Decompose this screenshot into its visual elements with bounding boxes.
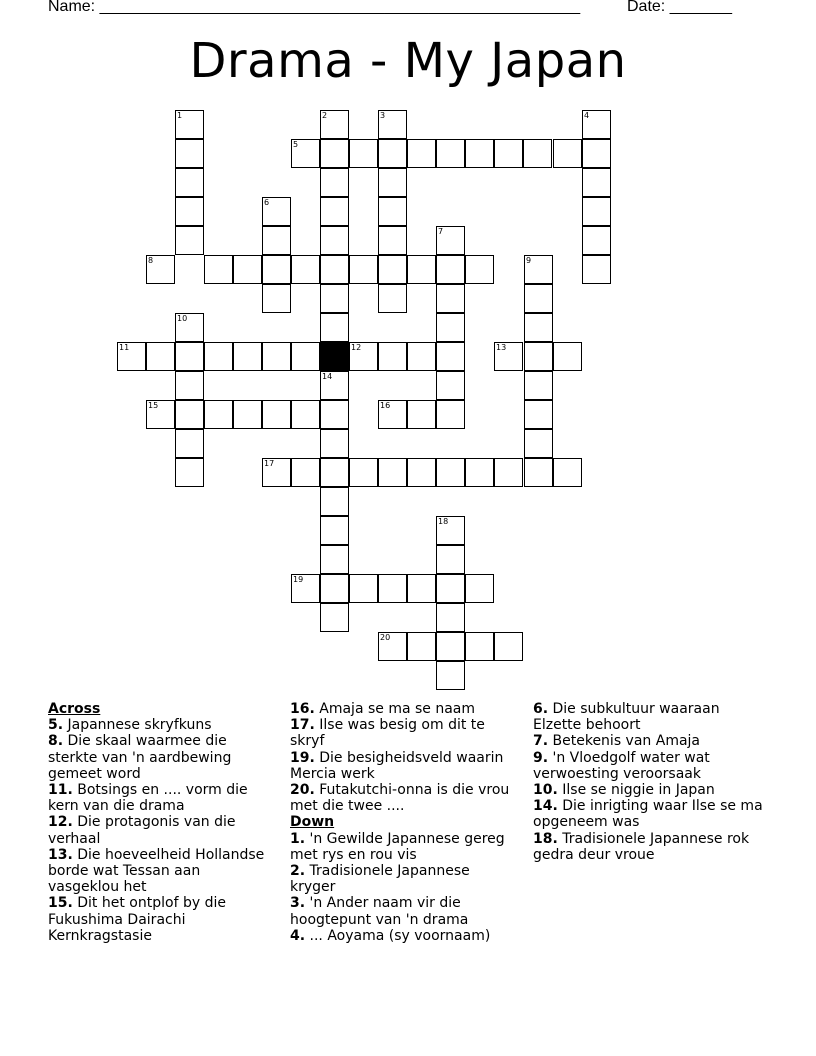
clue-item-number: 15. [48, 895, 73, 912]
grid-cell [407, 342, 436, 371]
clue-item [48, 717, 268, 733]
clue-item [533, 701, 769, 733]
clue-item-text: Betekenis van Amaja [548, 733, 701, 750]
across-clue-list-continued [290, 701, 515, 814]
grid-cell [436, 661, 465, 690]
grid-cell [407, 632, 436, 661]
clue-item [48, 733, 268, 782]
clue-item-number: 2. [290, 863, 306, 880]
grid-cell [378, 255, 407, 284]
clue-item-text: Dit het ontplof by die Fukushima Dairachi Kernkragstasie [48, 895, 226, 944]
clue-number: 13 [496, 343, 507, 352]
clue-item-text: 'n Gewilde Japannese gereg met rys en rou vis [290, 830, 505, 863]
clue-number: 15 [148, 401, 159, 410]
grid-cell [378, 342, 407, 371]
down-heading: Down [290, 814, 335, 831]
clue-item-text: Japannese skryfkuns [63, 717, 212, 734]
clue-number: 3 [380, 111, 386, 120]
clue-number: 8 [148, 256, 154, 265]
clue-number: 18 [438, 517, 449, 526]
grid-cell [407, 574, 436, 603]
grid-cell [553, 342, 582, 371]
clue-item-number: 12. [48, 814, 73, 831]
clue-number: 4 [584, 111, 590, 120]
grid-cell [378, 197, 407, 226]
clue-item-text: Ilse was besig om dit te skryf [290, 717, 485, 750]
clue-item-number: 8. [48, 733, 64, 750]
grid-cell [582, 226, 611, 255]
page-title: Drama - My Japan [189, 33, 627, 89]
grid-cell [494, 458, 523, 487]
grid-cell [320, 400, 349, 429]
grid-cell [407, 458, 436, 487]
grid-cell [465, 458, 494, 487]
grid-cell [436, 371, 465, 400]
grid-cell [320, 226, 349, 255]
clue-number: 6 [264, 198, 270, 207]
grid-cell-blocked [320, 342, 349, 371]
clue-item-number: 18. [533, 830, 558, 847]
clue-item-text: 'n Ander naam vir die hoogtepunt van 'n drama [290, 895, 469, 928]
clue-number: 2 [322, 111, 328, 120]
grid-cell [262, 400, 291, 429]
clue-item-number: 5. [48, 717, 64, 734]
clue-number: 16 [380, 401, 391, 410]
grid-cell [291, 458, 320, 487]
grid-cell [204, 255, 233, 284]
grid-cell [175, 168, 204, 197]
grid-cell [291, 255, 320, 284]
clue-item-number: 20. [290, 782, 315, 799]
clue-item [48, 895, 268, 944]
clue-item-text: Ilse se niggie in Japan [557, 782, 715, 799]
clue-item [290, 863, 515, 895]
clue-item-text: Die hoeveelheid Hollandse borde wat Tessan aan vasgeklou het [48, 846, 265, 896]
grid-cell [349, 139, 378, 168]
clue-item [290, 895, 515, 927]
down-clue-list-continued [533, 701, 769, 863]
grid-cell [436, 139, 465, 168]
clues-column-2 [290, 701, 515, 944]
clue-number: 12 [351, 343, 362, 352]
grid-cell [465, 632, 494, 661]
clue-item-text: Die skaal waarmee die sterkte van 'n aardbewing gemeet word [48, 733, 232, 782]
clue-item-text: Futakutchi-onna is die vrou met die twee .... [290, 782, 510, 815]
grid-cell [262, 255, 291, 284]
grid-cell [320, 139, 349, 168]
grid-cell [523, 139, 552, 168]
grid-cell [436, 313, 465, 342]
grid-cell [524, 284, 553, 313]
grid-cell [320, 458, 349, 487]
grid-cell [175, 429, 204, 458]
clue-number: 19 [293, 575, 304, 584]
grid-cell [262, 342, 291, 371]
clue-item-number: 7. [533, 733, 549, 750]
grid-cell [349, 255, 378, 284]
grid-cell [524, 400, 553, 429]
grid-cell [175, 139, 204, 168]
clue-item-text: ... Aoyama (sy voornaam) [305, 927, 491, 944]
grid-cell [204, 400, 233, 429]
clues-column-3 [533, 701, 769, 863]
clue-item-number: 17. [290, 717, 315, 734]
grid-cell [436, 342, 465, 371]
grid-cell [407, 400, 436, 429]
across-heading: Across [48, 701, 101, 717]
grid-cell [320, 313, 349, 342]
clue-item-number: 4. [290, 927, 306, 944]
grid-cell [320, 545, 349, 574]
grid-cell [582, 255, 611, 284]
clue-item [290, 928, 515, 944]
grid-cell [524, 342, 553, 371]
grid-cell [494, 632, 523, 661]
grid-cell [262, 226, 291, 255]
grid-cell [436, 255, 465, 284]
clue-item-text: 'n Vloedgolf water wat verwoesting veroorsaak [533, 749, 710, 782]
grid-cell [175, 226, 204, 255]
clue-item [533, 831, 769, 863]
clue-item-number: 10. [533, 782, 558, 799]
grid-cell [465, 255, 494, 284]
down-clue-list [290, 831, 515, 944]
grid-cell [291, 400, 320, 429]
across-clue-list [48, 717, 268, 944]
clue-item [48, 814, 268, 846]
grid-cell [175, 342, 204, 371]
clue-item-text: Die inrigting waar Ilse se ma opgeneem was [533, 798, 763, 831]
grid-cell [320, 168, 349, 197]
grid-cell [320, 284, 349, 313]
grid-cell [349, 458, 378, 487]
grid-cell [524, 458, 553, 487]
grid-cell [407, 139, 436, 168]
grid-cell [524, 371, 553, 400]
clue-item [48, 847, 268, 896]
date-field-label: Date: _______ [627, 0, 732, 15]
clue-item-number: 19. [290, 749, 315, 766]
grid-cell [378, 284, 407, 313]
grid-cell [175, 197, 204, 226]
clue-item-text: Die subkultuur waaraan Elzette behoort [533, 701, 720, 734]
grid-cell [320, 487, 349, 516]
grid-cell [436, 603, 465, 632]
grid-cell [436, 545, 465, 574]
clue-item [290, 831, 515, 863]
grid-cell [582, 139, 611, 168]
grid-cell [436, 284, 465, 313]
grid-cell [378, 226, 407, 255]
clue-number: 5 [293, 140, 299, 149]
clue-item-text: Tradisionele Japannese rok gedra deur vroue [533, 830, 750, 863]
clue-number: 7 [438, 227, 444, 236]
grid-cell [378, 574, 407, 603]
clues-column-1 [48, 701, 268, 944]
grid-cell [524, 429, 553, 458]
grid-cell [378, 168, 407, 197]
clue-item [290, 701, 515, 717]
grid-cell [262, 284, 291, 313]
grid-cell [524, 313, 553, 342]
grid-cell [320, 197, 349, 226]
grid-cell [407, 255, 436, 284]
grid-cell [436, 400, 465, 429]
grid-cell [494, 139, 523, 168]
grid-cell [465, 139, 494, 168]
grid-cell [436, 632, 465, 661]
grid-cell [582, 197, 611, 226]
grid-cell [204, 342, 233, 371]
grid-cell [233, 342, 262, 371]
grid-cell [436, 458, 465, 487]
clue-item [533, 782, 769, 798]
clue-item-text: Die besigheidsveld waarin Mercia werk [290, 749, 504, 782]
clue-item-number: 9. [533, 749, 549, 766]
grid-cell [553, 458, 582, 487]
grid-cell [320, 429, 349, 458]
clue-item-number: 11. [48, 782, 73, 799]
grid-cell [233, 255, 262, 284]
grid-cell [378, 458, 407, 487]
grid-cell [582, 168, 611, 197]
clue-item [533, 798, 769, 830]
clue-item [290, 717, 515, 749]
clue-item [533, 750, 769, 782]
grid-cell [175, 371, 204, 400]
clue-item-number: 14. [533, 798, 558, 815]
grid-cell [175, 458, 204, 487]
grid-cell [436, 574, 465, 603]
clue-item-text: Amaja se ma se naam [314, 701, 476, 717]
grid-cell [291, 342, 320, 371]
clue-number: 20 [380, 633, 391, 642]
grid-cell [349, 574, 378, 603]
grid-cell [233, 400, 262, 429]
clue-number: 14 [322, 372, 333, 381]
clue-item [48, 782, 268, 814]
clue-item [290, 750, 515, 782]
clue-item-number: 6. [533, 701, 549, 717]
clue-item-text: Tradisionele Japannese kryger [290, 863, 470, 896]
clue-item-number: 3. [290, 895, 306, 912]
clue-item-text: Botsings en .... vorm die kern van die drama [48, 782, 248, 815]
grid-cell [320, 574, 349, 603]
clue-item [290, 782, 515, 814]
clue-number: 10 [177, 314, 188, 323]
grid-cell [320, 516, 349, 545]
clue-number: 9 [526, 256, 532, 265]
name-field-label: Name: ______________________________________________________ [48, 0, 581, 15]
clue-item-text: Die protagonis van die verhaal [48, 814, 236, 847]
grid-cell [320, 255, 349, 284]
grid-cell [378, 139, 407, 168]
grid-cell [320, 603, 349, 632]
clue-item-number: 1. [290, 830, 306, 847]
grid-cell [553, 139, 582, 168]
clue-number: 11 [119, 343, 130, 352]
grid-cell [175, 400, 204, 429]
clue-number: 17 [264, 459, 275, 468]
clue-item-number: 16. [290, 701, 315, 717]
clue-item-number: 13. [48, 846, 73, 863]
clue-number: 1 [177, 111, 183, 120]
grid-cell [465, 574, 494, 603]
clue-item [533, 733, 769, 749]
grid-cell [146, 342, 175, 371]
